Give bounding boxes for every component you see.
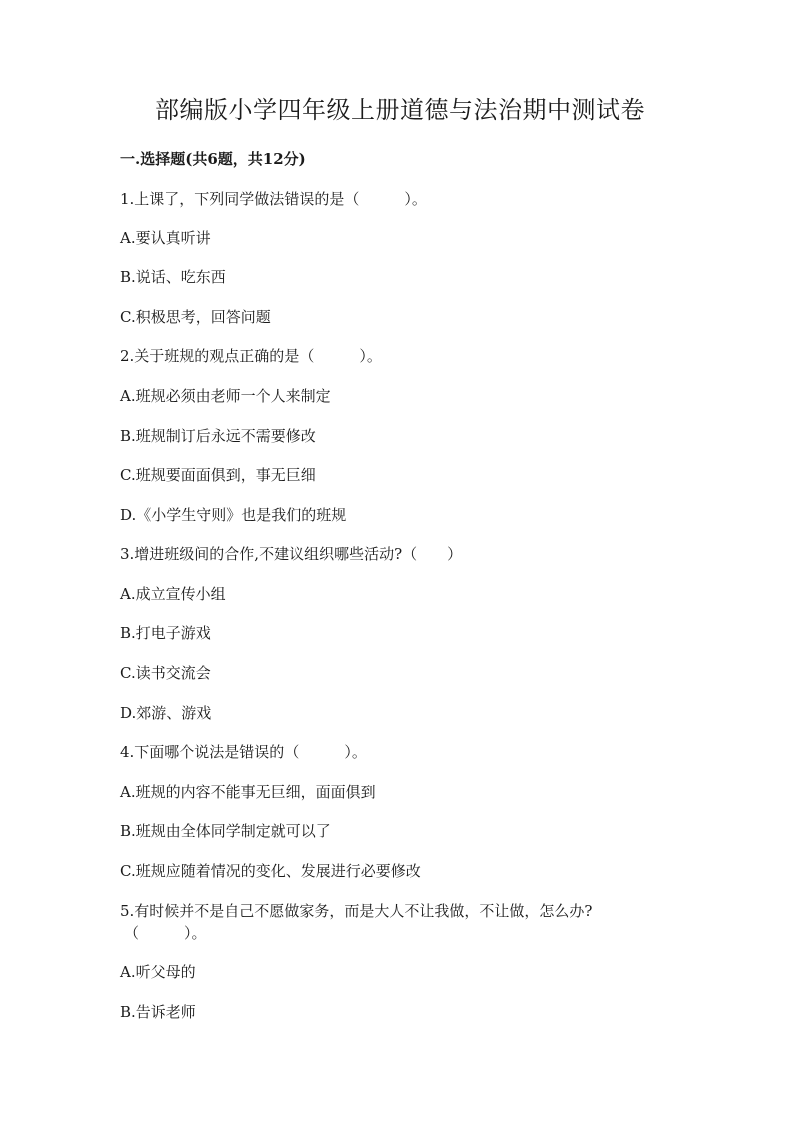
question-2-option-a: A.班规必须由老师一个人来制定	[120, 387, 331, 405]
question-4-option-c: C.班规应随着情况的变化、发展进行必要修改	[120, 862, 421, 880]
question-4-option-a: A.班规的内容不能事无巨细，面面俱到	[120, 783, 376, 801]
question-1-option-c: C.积极思考，回答问题	[120, 308, 271, 326]
question-5-option-a: A.听父母的	[120, 963, 196, 981]
question-3-option-a: A.成立宣传小组	[120, 585, 226, 603]
question-1-option-a: A.要认真听讲	[120, 229, 211, 247]
question-5-stem-continued: （ ）。	[124, 924, 207, 942]
question-2-option-b: B.班规制订后永远不需要修改	[120, 427, 316, 445]
question-2-stem: 2.关于班规的观点正确的是（ ）。	[120, 347, 382, 365]
section-heading: 一.选择题(共6题，共12分)	[120, 150, 306, 168]
question-2-option-d: D.《小学生守则》也是我们的班规	[120, 506, 347, 524]
question-3-stem: 3.增进班级间的合作,不建议组织哪些活动?（ ）	[120, 545, 463, 563]
question-5-option-b: B.告诉老师	[120, 1003, 196, 1021]
question-3-option-c: C.读书交流会	[120, 664, 211, 682]
page-title: 部编版小学四年级上册道德与法治期中测试卷	[155, 96, 645, 124]
question-5-stem: 5.有时候并不是自己不愿做家务，而是大人不让我做，不让做，怎么办?	[120, 902, 593, 920]
question-1-stem: 1.上课了，下列同学做法错误的是（ ）。	[120, 190, 427, 208]
question-2-option-c: C.班规要面面俱到，事无巨细	[120, 466, 316, 484]
question-4-stem: 4.下面哪个说法是错误的（ ）。	[120, 743, 367, 761]
question-1-option-b: B.说话、吃东西	[120, 268, 226, 286]
question-3-option-b: B.打电子游戏	[120, 624, 211, 642]
question-3-option-d: D.郊游、游戏	[120, 704, 212, 722]
question-4-option-b: B.班规由全体同学制定就可以了	[120, 822, 331, 840]
